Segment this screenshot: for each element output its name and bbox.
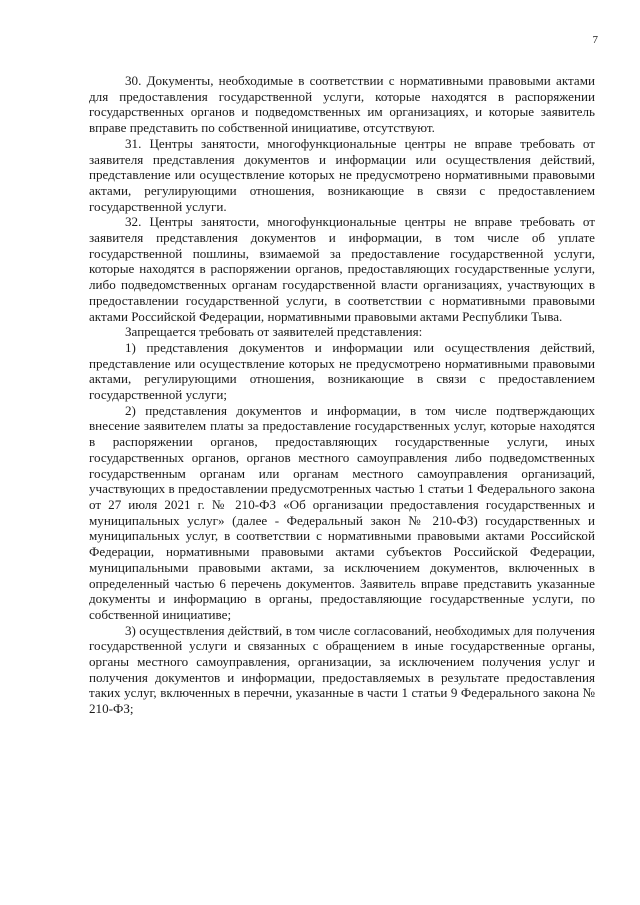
prohibition-intro: Запрещается требовать от заявителей представления: — [125, 324, 423, 340]
paragraph-30: 30. Документы, необходимые в соответствии с нормативными правовыми актами для предоставления государственной услуги, которые находятся в распоряжении государственных органов и подведомственных им организациях, и которые заявитель вправе представить по собственной инициативе, отсутствуют. — [89, 73, 595, 136]
paragraph-31: 31. Центры занятости, многофункциональные центры не вправе требовать от заявителя представления документов и информации или осуществления действий, представление или осуществление которых не предусмотрено нормативными правовыми актами, регулирующими отношения, возникающие в связи с предоставлением государственной услуги. — [89, 135, 595, 214]
list-item-2: 2) представления документов и информации, в том числе подтверждающих внесение заявителем платы за предоставление государственных услуг, которые находятся в распоряжении органов, предоставляющих государственные услуги, иных государственных органов, органов местного самоуправления либо подведомственных государственным органам или органам местного самоуправления организаций, участвующих в предоставлении предусмотренных частью 1 статьи 1 Федерального закона от 27 июля 2021 г. № 210-ФЗ «Об организации предоставления государственных и муниципальных услуг» (далее - Федеральный закон № 210-ФЗ) государственных и муниципальных услуг, в соответствии с нормативными правовыми актами Российской Федерации, нормативными правовыми актами субъектов Российской Федерации, муниципальными правовыми актами, за исключением документов, включенных в определенный частью 6 перечень документов. Заявитель вправе представить указанные документы и информацию в органы, предоставляющие государственные услуги, по собственной инициативе; — [89, 402, 595, 622]
paragraph-32: 32. Центры занятости, многофункциональные центры не вправе требовать от заявителя представления документов и информации, в том числе об уплате государственной пошлины, взимаемой за предоставление государственной услуги, которые находятся в распоряжении органов, предоставляющих государственные услуги, либо подведомственных органам государственной власти организациях, участвующих в предоставлении государственной услуги, в соответствии с нормативными правовыми актами Российской Федерации, нормативными правовыми актами Республики Тыва. — [89, 214, 595, 324]
document-body — [89, 73, 595, 717]
page-number: 7 — [592, 34, 598, 46]
list-item-1: 1) представления документов и информации или осуществления действий, представление или осуществление которых не предусмотрено нормативными правовыми актами, регулирующими отношения, возникающие в связи с предоставлением государственной услуги; — [89, 339, 595, 403]
list-item-3: 3) осуществления действий, в том числе согласований, необходимых для получения государственной услуги и связанных с обращением в иные государственные органы, органы местного самоуправления, организации, за исключением получения услуг и получения документов и информации, предоставляемых в результате предоставления таких услуг, включенных в перечни, указанные в части 1 статьи 9 Федерального закона № 210-ФЗ; — [89, 622, 595, 717]
